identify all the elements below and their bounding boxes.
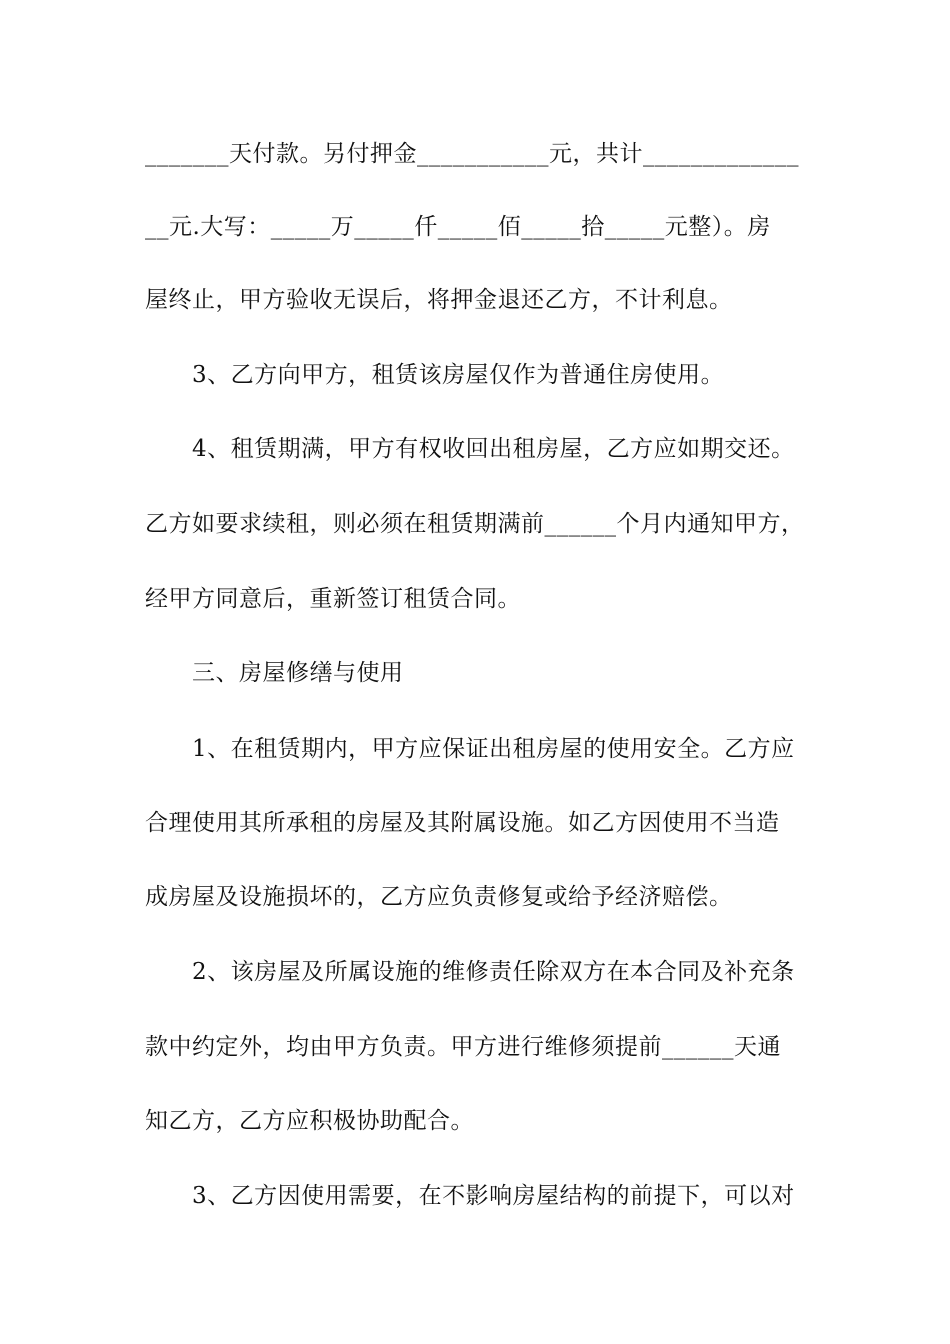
text-line-4: 3、乙方向甲方，租赁该房屋仅作为普通住房使用。 xyxy=(192,362,725,388)
text-line-13: 款中约定外，均由甲方负责。甲方进行维修须提前______天通 xyxy=(145,1034,781,1060)
text-line-11: 成房屋及设施损坏的，乙方应负责修复或给予经济赔偿。 xyxy=(145,884,733,910)
text-line-3: 屋终止，甲方验收无误后，将押金退还乙方，不计利息。 xyxy=(145,287,733,313)
text-line-7: 经甲方同意后，重新签订租赁合同。 xyxy=(145,586,521,612)
text-line-6: 乙方如要求续租，则必须在租赁期满前______个月内通知甲方， xyxy=(145,511,805,537)
text-line-12: 2、该房屋及所属设施的维修责任除双方在本合同及补充条 xyxy=(192,959,795,985)
text-line-10: 合理使用其所承租的房屋及其附属设施。如乙方因使用不当造 xyxy=(145,810,780,836)
text-line-14: 知乙方，乙方应积极协助配合。 xyxy=(145,1108,474,1134)
section-heading: 三、房屋修缮与使用 xyxy=(192,660,404,686)
text-line-2: __元.大写：_____万_____仟_____佰_____拾_____元整）。房 xyxy=(145,214,771,240)
text-line-5: 4、租赁期满，甲方有权收回出租房屋，乙方应如期交还。 xyxy=(192,436,795,462)
text-line-15: 3、乙方因使用需要，在不影响房屋结构的前提下，可以对 xyxy=(192,1183,795,1209)
text-line-1: _______天付款。另付押金___________元，共计_____________ xyxy=(145,141,799,167)
text-line-9: 1、在租赁期内，甲方应保证出租房屋的使用安全。乙方应 xyxy=(192,736,795,762)
